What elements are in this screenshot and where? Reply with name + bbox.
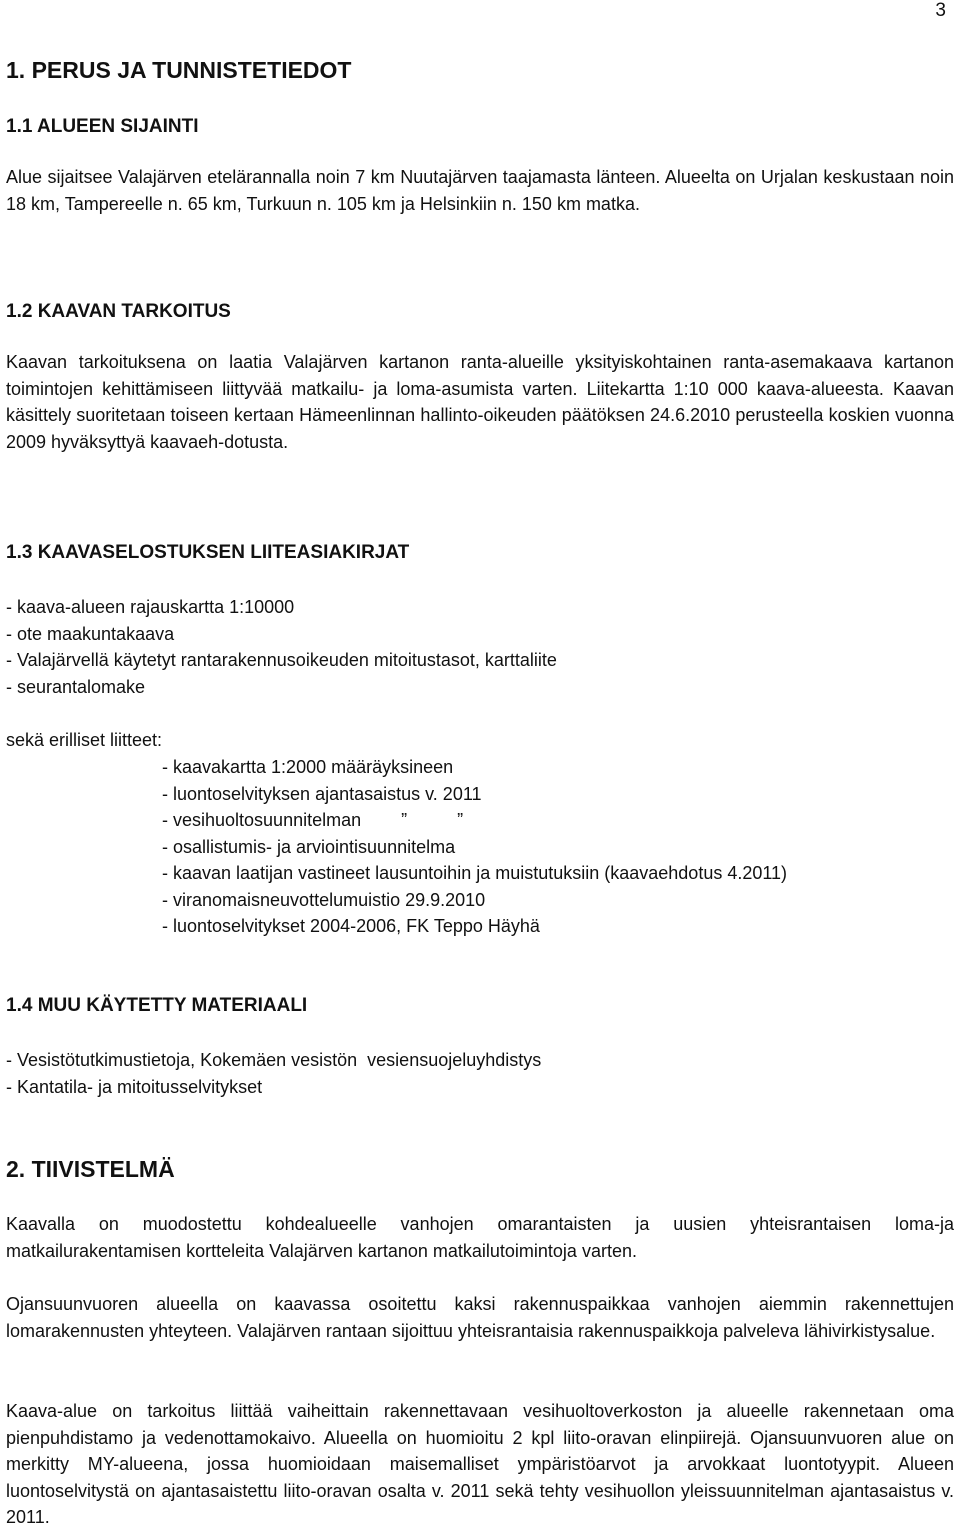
summary-paragraph: Ojansuunvuoren alueella on kaavassa osoitettu kaksi rakennuspaikkaa vanhojen aiemmin rakennettujen lomarakennusten yhteyteen. Valajärven rantaan sijoittuu yhteisrantaisia rakennuspaikkoja palveleva lähivirkistysalue. bbox=[6, 1294, 954, 1341]
section-1-4-heading: 1.4 MUU KÄYTETTY MATERIAALI bbox=[6, 995, 308, 1016]
summary-paragraph: Kaavalla on muodostettu kohdealueelle vanhojen omarantaisten ja uusien yhteisrantaisen loma-ja matkailurakentamisen kortteleita Valajärven kartanon matkailutoimintoja varten. bbox=[6, 1214, 954, 1261]
list-item: - vesihuoltosuunnitelman ” ” bbox=[162, 810, 464, 830]
list-item: - kaavakartta 1:2000 määräyksineen bbox=[162, 757, 454, 777]
list-item: - Vesistötutkimustietoja, Kokemäen vesistön vesiensuojeluyhdistys bbox=[6, 1050, 542, 1070]
list-item: - kaava-alueen rajauskartta 1:10000 bbox=[6, 597, 295, 617]
summary-paragraph: Kaava-alue on tarkoitus liittää vaiheittain rakennettavaan vesihuoltoverkoston ja alueelle rakennetaan oma pienpuhdistamo ja vedenottamokaivo. Alueella on huomioitu 2 kpl liito-oravan elinpiirejä. Ojansuunvuoren alue on merkitty MY-alueena, jossa huomioidaan maisemalliset ympäristöarvot ja arvokkaat luontotyypit. Alueen luontoselvitystä on ajantasaistettu liito-oravan osalta v. 2011 sekä tehty vesihuollon yleissuunnitelman ajantasaistus v. 2011. bbox=[6, 1401, 954, 1527]
list-item: - viranomaisneuvottelumuistio 29.9.2010 bbox=[162, 889, 486, 910]
list-item: - Kantatila- ja mitoitusselvitykset bbox=[6, 1076, 263, 1097]
section-1-1-text: Alue sijaitsee Valajärven etelärannalla noin 7 km Nuutajärven taajamasta länteen. Alueelta on Urjalan keskustaan noin 18 km, Tampereelle n. 65 km, Turkuun n. 105 km ja Helsinkiin n. 150 km matka. bbox=[6, 167, 954, 214]
attachments-list bbox=[6, 594, 557, 700]
list-item: - kaavan laatijan vastineet lausuntoihin ja muistutuksiin (kaavaehdotus 4.2011) bbox=[162, 863, 788, 883]
other-material-list bbox=[6, 1047, 541, 1100]
separate-attachments-intro: sekä erilliset liitteet: bbox=[6, 730, 163, 750]
list-item: - ote maakuntakaava bbox=[6, 623, 175, 644]
section-1-2-text: Kaavan tarkoituksena on laatia Valajärven kartanon ranta-alueille yksityiskohtainen ranta-asemakaava kartanon toimintojen kehittämiseen liittyvää matkailu- ja loma-asumista varten. Liitekartta 1:10 000 kaava-alueesta. Kaavan käsittely suoritetaan toiseen kertaan Hämeenlinnan hallinto-oikeuden päätöksen 24.6.2010 perusteella koskien vuonna 2009 hyväksyttyä kaavaeh-dotusta. bbox=[6, 352, 954, 452]
separate-attachments-list bbox=[162, 754, 787, 940]
list-item: - Valajärvellä käytetyt rantarakennusoikeuden mitoitustasot, karttaliite bbox=[6, 650, 557, 670]
section-1-2-heading: 1.2 KAAVAN TARKOITUS bbox=[6, 301, 231, 322]
section-1-1-heading: 1.1 ALUEEN SIJAINTI bbox=[6, 116, 199, 137]
section-2-heading: 2. TIIVISTELMÄ bbox=[6, 1156, 175, 1182]
section-1-heading: 1. PERUS JA TUNNISTETIEDOT bbox=[6, 57, 352, 83]
list-item: - osallistumis- ja arviointisuunnitelma bbox=[162, 836, 456, 857]
list-item: - luontoselvitykset 2004-2006, FK Teppo Häyhä bbox=[162, 916, 540, 936]
section-1-3-heading: 1.3 KAAVASELOSTUKSEN LIITEASIAKIRJAT bbox=[6, 542, 410, 563]
list-item: - seurantalomake bbox=[6, 676, 146, 697]
page-number: 3 bbox=[935, 0, 946, 21]
list-item: - luontoselvityksen ajantasaistus v. 2011 bbox=[162, 783, 482, 804]
